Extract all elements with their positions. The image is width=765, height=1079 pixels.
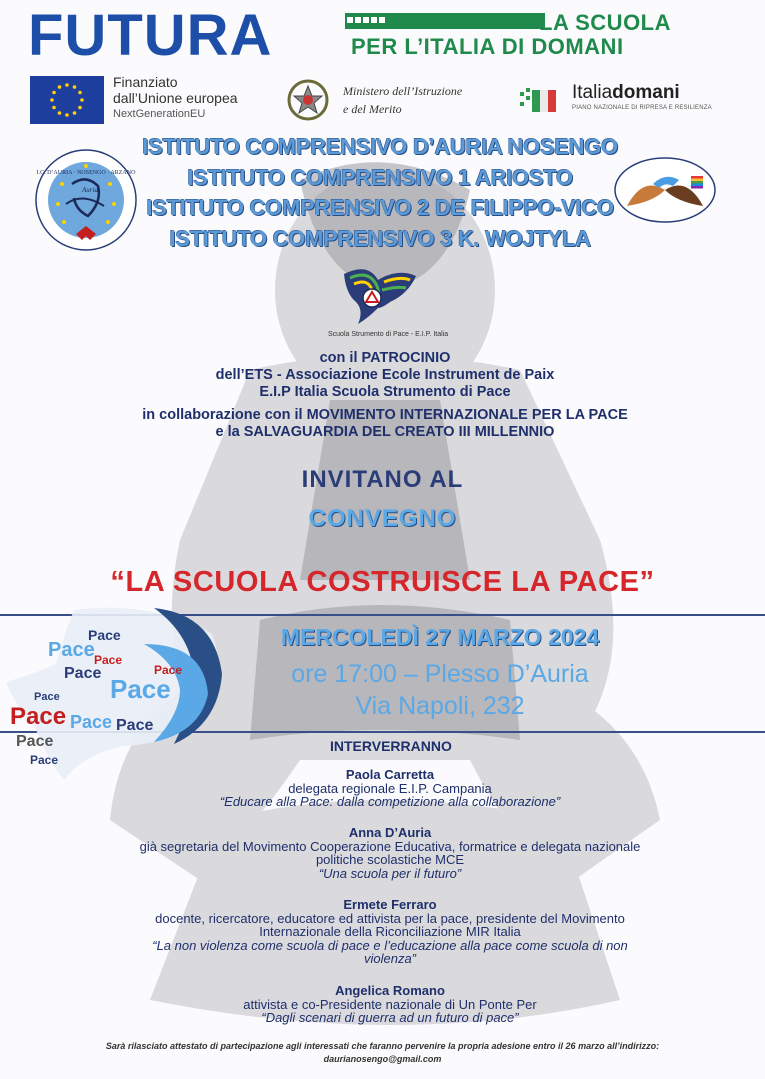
eu-star-icon xyxy=(73,85,77,89)
cloud-word: Pace xyxy=(70,712,113,732)
eu-star-icon xyxy=(78,106,82,110)
speaker-role: delegata regionale E.I.P. Campania xyxy=(288,780,492,796)
cloud-word: Pace xyxy=(88,627,121,643)
speaker-block xyxy=(80,984,700,1025)
speaker-role: già segretaria del Movimento Cooperazione Educativa, formatrice e delegata nazionale politiche scolastiche MCE xyxy=(139,838,641,867)
cloud-word: Pace xyxy=(154,663,183,677)
patronage-block xyxy=(80,350,690,441)
cloud-word: Pace xyxy=(110,674,171,704)
slogan-line-1: LA SCUOLA xyxy=(539,10,672,35)
footer-note xyxy=(20,1040,745,1066)
ministry-text xyxy=(343,82,462,118)
speaker-name: Angelica Romano xyxy=(335,983,445,998)
eu-star-icon xyxy=(52,106,56,110)
patronage-line: e la SALVAGUARDIA DEL CREATO III MILLENNIO xyxy=(215,424,555,440)
ministry-line-1: Ministero dell’Istruzione xyxy=(343,84,463,98)
event-title: “LA SCUOLA COSTRUISCE LA PACE” xyxy=(110,566,655,598)
patronage-line: con il PATROCINIO xyxy=(319,350,451,366)
eu-star-icon xyxy=(65,113,69,117)
eu-line-3: NextGenerationEU xyxy=(113,108,206,120)
cloud-word: Pace xyxy=(94,653,123,667)
school-name: ISTITUTO COMPRENSIVO 3 K. WOJTYLA xyxy=(169,225,591,251)
eu-star-icon xyxy=(73,111,77,115)
italia-domani-logo-text xyxy=(572,82,680,104)
invitano-heading: INVITANO AL xyxy=(301,466,464,493)
futura-logo-text: FUTURA xyxy=(28,3,273,68)
patronage-line: E.I.P Italia Scuola Strumento di Pace xyxy=(259,384,511,400)
left-logo-ring-text: I.C. D’AURIA · NOSENGO · ARZANO xyxy=(36,170,136,176)
speaker-block xyxy=(80,898,700,966)
eu-star-icon xyxy=(58,111,62,115)
slogan-line-2: PER L’ITALIA DI DOMANI xyxy=(351,34,624,59)
event-address: Via Napoli, 232 xyxy=(355,692,525,720)
eu-star-icon xyxy=(65,83,69,87)
speaker-topic: “Dagli scenari di guerra ad un futuro di pace” xyxy=(261,1010,519,1025)
school-name: ISTITUTO COMPRENSIVO 2 DE FILIPPO-VICO xyxy=(146,195,614,220)
italia-word: Italia xyxy=(572,82,613,103)
ministry-line-2: e del Merito xyxy=(343,102,402,116)
patronage-line: dell’ETS - Associazione Ecole Instrument de Paix xyxy=(215,367,555,383)
eu-star-icon xyxy=(78,91,82,95)
eu-star-icon xyxy=(58,85,62,89)
cloud-word: Pace xyxy=(64,665,102,682)
patronage-line: in collaborazione con il MOVIMENTO INTERNAZIONALE PER LA PACE xyxy=(142,407,628,423)
speaker-block xyxy=(80,826,700,880)
eu-star-icon xyxy=(50,98,54,102)
eip-dove-logo xyxy=(338,258,420,330)
italia-domani-subtitle: PIANO NAZIONALE DI RIPRESA E RESILIENZA xyxy=(572,105,712,111)
attestation-note: Sarà rilasciato attestato di partecipazione agli interessati che faranno pervenire la propria adesione entro il 26 marzo all’indirizzo: xyxy=(105,1041,660,1051)
eip-logo-caption: Scuola Strumento di Pace - E.I.P. Italia xyxy=(328,331,449,338)
domani-word: domani xyxy=(612,82,680,103)
event-date: MERCOLEDÌ 27 MARZO 2024 xyxy=(280,624,600,650)
eu-line-1: Finanziato xyxy=(113,74,178,90)
eu-star-icon xyxy=(80,98,84,102)
speaker-name: Anna D’Auria xyxy=(348,825,432,840)
speakers-heading: INTERVERRANNO xyxy=(330,738,452,754)
left-logo-center-text: Auria xyxy=(82,186,98,194)
cloud-word: Pace xyxy=(10,703,67,730)
pixel-stripe-graphic xyxy=(345,13,545,29)
speaker-block xyxy=(80,768,700,809)
event-time-place: ore 17:00 – Plesso D’Auria xyxy=(291,660,589,688)
speaker-name: Paola Carretta xyxy=(345,767,435,782)
speaker-role: attivista e co-Presidente nazionale di Un Ponte Per xyxy=(243,996,537,1012)
school-name: ISTITUTO COMPRENSIVO 1 ARIOSTO xyxy=(187,164,573,190)
eu-funding-text xyxy=(113,74,238,122)
speaker-name: Ermete Ferraro xyxy=(343,897,437,912)
contact-email[interactable]: daurianosengo@gmail.com xyxy=(323,1054,442,1064)
schools-list xyxy=(120,132,640,254)
cloud-word: Pace xyxy=(116,717,154,734)
cloud-word: Pace xyxy=(16,733,54,750)
speaker-topic: “La non violenza come scuola di pace e l’educazione alla pace come scuola di non violenza” xyxy=(152,937,628,966)
cloud-word: Pace xyxy=(30,753,59,767)
eu-line-2: dall’Unione europea xyxy=(113,90,238,106)
italian-republic-emblem-icon xyxy=(286,78,330,122)
eu-star-icon xyxy=(52,91,56,95)
convegno-heading: CONVEGNO xyxy=(308,505,457,532)
speaker-role: docente, ricercatore, educatore ed attivista per la pace, presidente del Movimento Internazionale della Riconciliazione MIR Italia xyxy=(155,910,625,939)
cloud-word: Pace xyxy=(48,639,95,661)
speaker-topic: “Una scuola per il futuro” xyxy=(318,865,462,881)
scuola-italia-domani-logo xyxy=(345,10,725,65)
school-name: ISTITUTO COMPRENSIVO D’AURIA NOSENGO xyxy=(142,134,618,159)
italia-domani-flag-icon xyxy=(518,86,564,116)
cloud-word: Pace xyxy=(34,691,60,703)
pace-word-cloud-dove xyxy=(4,604,226,782)
eu-flag-icon xyxy=(30,76,104,124)
speaker-topic: “Educare alla Pace: dalla competizione alla collaborazione” xyxy=(219,794,561,809)
